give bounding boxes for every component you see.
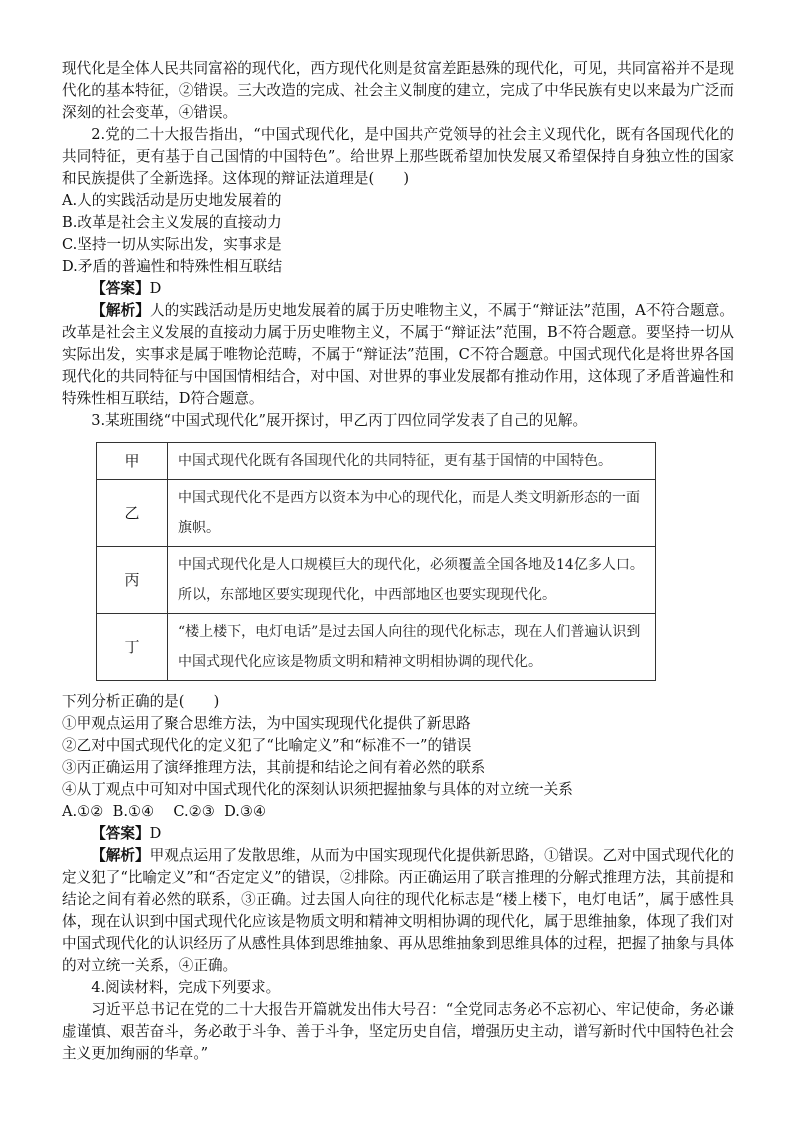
question-3-choices: A.①② B.①④ C.②③ D.③④: [62, 803, 267, 820]
student-name: 丙: [97, 547, 168, 614]
student-views-table: [96, 442, 656, 681]
question-2-analysis: [62, 300, 734, 410]
table-row: [97, 443, 656, 480]
question-2-option-b: B.改革是社会主义发展的直接动力: [62, 214, 282, 231]
student-name: 丁: [97, 614, 168, 681]
student-name: 乙: [97, 480, 168, 547]
table-row: [97, 614, 656, 681]
analysis-text: 人的实践活动是历史地发展着的属于历史唯物主义，不属于“辩证法”范围，A不符合题意。改革是社会主义发展的直接动力属于历史唯物主义，不属于“辩证法”范围，B不符合题意。要坚持一切从实际出发，实事求是属于唯物论范畴，不属于“辩证法”范围，C不符合题意。中国式现代化是将世界各国现代化的共同特征与中国国情相结合，对中国、对世界的事业发展都有推动作用，这体现了矛盾普遍性和特殊性相互联结，D符合题意。: [62, 302, 734, 407]
question-3-answer: [62, 823, 734, 845]
intro-paragraph: 现代化是全体人民共同富裕的现代化，西方现代化则是贫富差距悬殊的现代化，可见，共同富裕并不是现代化的基本特征，②错误。三大改造的完成、社会主义制度的建立，完成了中华民族有史以来最为广泛而深刻的社会变革，④错误。: [62, 60, 734, 121]
student-view: 中国式现代化是人口规模巨大的现代化，必须覆盖全国各地及14亿多人口。所以，东部地区要实现现代化，中西部地区也要实现现代化。: [168, 547, 656, 614]
question-2-answer: [62, 278, 734, 300]
question-3-statement-3: ③丙正确运用了演绎推理方法，其前提和结论之间有着必然的联系: [62, 759, 486, 776]
question-4-stem: 4.阅读材料，完成下列要求。: [91, 979, 281, 996]
analysis-tag: 【解析】: [91, 302, 150, 319]
question-2-option-d: D.矛盾的普遍性和特殊性相互联结: [62, 258, 283, 275]
document-page: [62, 58, 734, 1065]
answer-tag: 【答案】: [91, 825, 150, 842]
student-name: 甲: [97, 443, 168, 480]
answer-value: D: [149, 280, 162, 297]
question-3-statement-4: ④从丁观点中可知对中国式现代化的深刻认识须把握抽象与具体的对立统一关系: [62, 781, 573, 798]
question-3-statement-2: ②乙对中国式现代化的定义犯了“比喻定义”和“标准不一”的错误: [62, 737, 472, 754]
student-view: 中国式现代化不是西方以资本为中心的现代化，而是人类文明新形态的一面旗帜。: [168, 480, 656, 547]
answer-tag: 【答案】: [91, 280, 150, 297]
answer-value: D: [149, 825, 162, 842]
question-3-analysis: [62, 845, 734, 977]
question-2-option-c: C.坚持一切从实际出发，实事求是: [62, 236, 282, 253]
table-row: [97, 547, 656, 614]
table-row: [97, 480, 656, 547]
analysis-tag: 【解析】: [91, 847, 150, 864]
student-view: 中国式现代化既有各国现代化的共同特征，更有基于国情的中国特色。: [168, 443, 656, 480]
student-view: “楼上楼下，电灯电话”是过去国人向往的现代化标志，现在人们普遍认识到中国式现代化应该是物质文明和精神文明相协调的现代化。: [168, 614, 656, 681]
question-2-stem: 2.党的二十大报告指出，“中国式现代化，是中国共产党领导的社会主义现代化，既有各国现代化的共同特征，更有基于自己国情的中国特色”。给世界上那些既希望加快发展又希望保持自身独立性的国家和民族提供了全新选择。这体现的辩证法道理是( ): [62, 126, 734, 187]
question-3-statement-1: ①甲观点运用了聚合思维方法，为中国实现现代化提供了新思路: [62, 715, 471, 732]
question-2-option-a: A.人的实践活动是历史地发展着的: [62, 192, 282, 209]
question-4-material: 习近平总书记在党的二十大报告开篇就发出伟大号召：“全党同志务必不忘初心、牢记使命，务必谦虚谨慎、艰苦奋斗，务必敢于斗争、善于斗争，坚定历史自信，增强历史主动，谱写新时代中国特色社会主义更加绚丽的华章。”: [62, 1001, 734, 1062]
analysis-text: 甲观点运用了发散思维，从而为中国实现现代化提供新思路，①错误。乙对中国式现代化的定义犯了“比喻定义”和“否定定义”的错误，②排除。丙正确运用了联言推理的分解式推理方法，其前提和结论之间有着必然的联系，③正确。过去国人向往的现代化标志是“楼上楼下，电灯电话”，属于感性具体，现在认识到中国式现代化应该是物质文明和精神文明相协调的现代化，属于思维抽象，体现了我们对中国式现代化的认识经历了从感性具体到思维抽象、再从思维抽象到思维具体的过程，把握了抽象与具体的对立统一关系，④正确。: [62, 847, 734, 974]
question-3-prompt: 下列分析正确的是( ): [62, 693, 220, 710]
question-3-stem: 3.某班围绕“中国式现代化”展开探讨，甲乙丙丁四位同学发表了自己的见解。: [91, 412, 588, 429]
